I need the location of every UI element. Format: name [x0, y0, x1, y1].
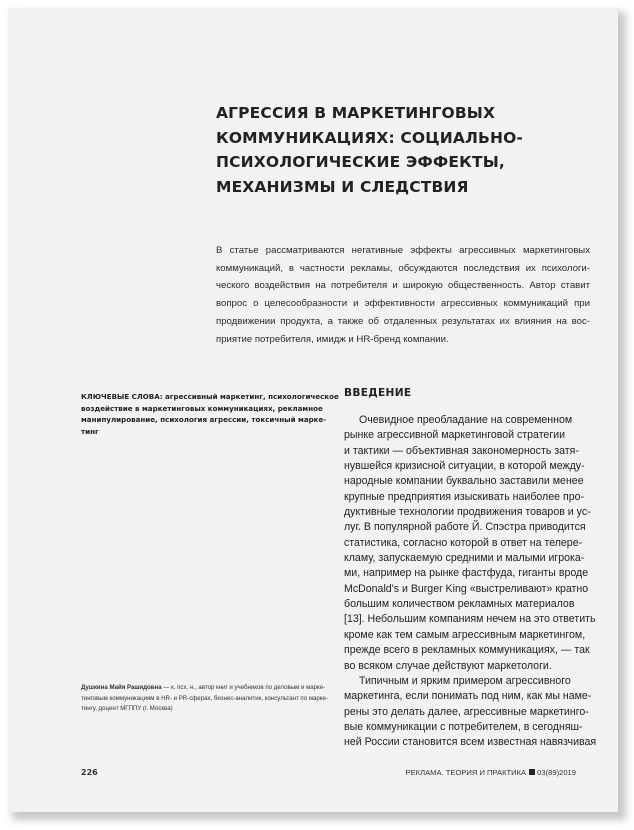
page-number: 226 — [81, 768, 98, 777]
body-line: вые коммуникации с потребителем, в сегодняш- — [344, 720, 583, 733]
body-line: рены это делать далее, агрессивные маркетинго- — [344, 705, 589, 718]
body-line: дуктивные технологии продвижения товаров и ус- — [344, 506, 591, 519]
abstract-line: В статье рассматриваются негативные эффекты агрессивных маркетинговых — [216, 245, 590, 256]
keywords-line: воздействие в маркетинговых коммуникациях, рекламное — [81, 403, 323, 413]
section-heading: ВВЕДЕНИЕ — [344, 387, 412, 399]
keywords-block — [81, 391, 339, 437]
body-line: статистика, согласно которой в ответ на телере- — [344, 536, 583, 549]
journal-footer — [406, 768, 576, 777]
article-body — [344, 413, 596, 751]
title-line: КОММУНИКАЦИЯХ: СОЦИАЛЬНО- — [216, 128, 524, 147]
body-line: и тактики — объективная закономерность затя- — [344, 444, 579, 457]
title-line: ПСИХОЛОГИЧЕСКИЕ ЭФФЕКТЫ, — [216, 153, 505, 172]
body-line: большим количеством рекламных материалов — [344, 598, 575, 611]
keywords-line: тинг — [81, 426, 99, 436]
author-info — [81, 683, 331, 715]
body-line: кроме как тем самым агрессивным маркетингом, — [344, 628, 586, 641]
journal-issue: 03(89)2019 — [537, 768, 576, 777]
body-line: нувшейся кризисной ситуации, в которой между- — [344, 460, 585, 473]
author-line: тингу, доцент МГППУ (г. Москва) — [81, 705, 173, 712]
journal-page — [8, 8, 618, 812]
journal-name: РЕКЛАМА. ТЕОРИЯ И ПРАКТИКА — [405, 768, 527, 777]
keywords-line: манипулирование, психология агрессии, токсичный марке- — [81, 415, 327, 424]
square-bullet-icon — [529, 769, 535, 775]
body-line: ми, например на рынке фастфуда, гиганты вроде — [344, 567, 589, 580]
body-line: прежде всего в рекламных коммуникациях, — так — [344, 644, 590, 657]
body-line: рынке агрессивной маркетинговой стратегии — [344, 429, 566, 442]
body-line: Типичным и ярким примером агрессивного — [359, 674, 571, 687]
body-line: народные компании буквально заставили менее — [344, 475, 584, 488]
abstract-line: продвижении продукта, а также об отдаленных результатах их влияния на вос- — [216, 315, 590, 327]
author-line — [81, 683, 331, 694]
abstract-line: ческого воздействия на потребителя и широкую общественность. Автор ставит — [216, 280, 590, 292]
abstract-line: коммуникаций, в частности рекламы, обсуждаются последствия их психологи- — [216, 262, 590, 274]
keywords-line: КЛЮЧЕВЫЕ СЛОВА: агрессивный маркетинг, психологическое — [81, 392, 339, 401]
body-line: маркетинга, если понимать под ним, как мы наме- — [344, 690, 592, 703]
title-line: АГРЕССИЯ В МАРКЕТИНГОВЫХ — [216, 104, 496, 122]
article-title — [216, 101, 546, 199]
article-abstract — [216, 242, 590, 348]
body-line: McDonald's и Burger King «выстреливают» кратно — [344, 582, 589, 595]
body-line: кламу, запускаемую средними и малыми игрока- — [344, 552, 585, 565]
body-line: ней России становится всем известная навязчивая — [344, 736, 597, 749]
abstract-line: приятие потребителя, имидж и HR-бренд компании. — [216, 333, 449, 345]
abstract-line: вопрос о целесообразности и эффективности агрессивных коммуникаций при — [216, 298, 590, 310]
author-bio-start: — к. псх. н., автор книг и учебников по деловым и марке- — [161, 684, 326, 691]
title-line: МЕХАНИЗМЫ И СЛЕДСТВИЯ — [216, 177, 469, 196]
body-line: во всяком случае действуют маркетологи. — [344, 659, 552, 672]
body-line: Очевидное преобладание на современном — [359, 414, 573, 426]
body-line: [13]. Небольшим компаниям нечем на это ответить — [344, 613, 596, 626]
body-line: крупные предприятия изыскивать наиболее про- — [344, 490, 585, 503]
body-line: луг. В популярной работе Й. Спэстра приводится — [344, 521, 586, 534]
author-name: Душкина Майя Рашидовна — [81, 684, 162, 691]
author-line: тинговым коммуникациям в HR- и PR-сферах, бизнес-аналитик, консультант по марке- — [81, 694, 328, 702]
